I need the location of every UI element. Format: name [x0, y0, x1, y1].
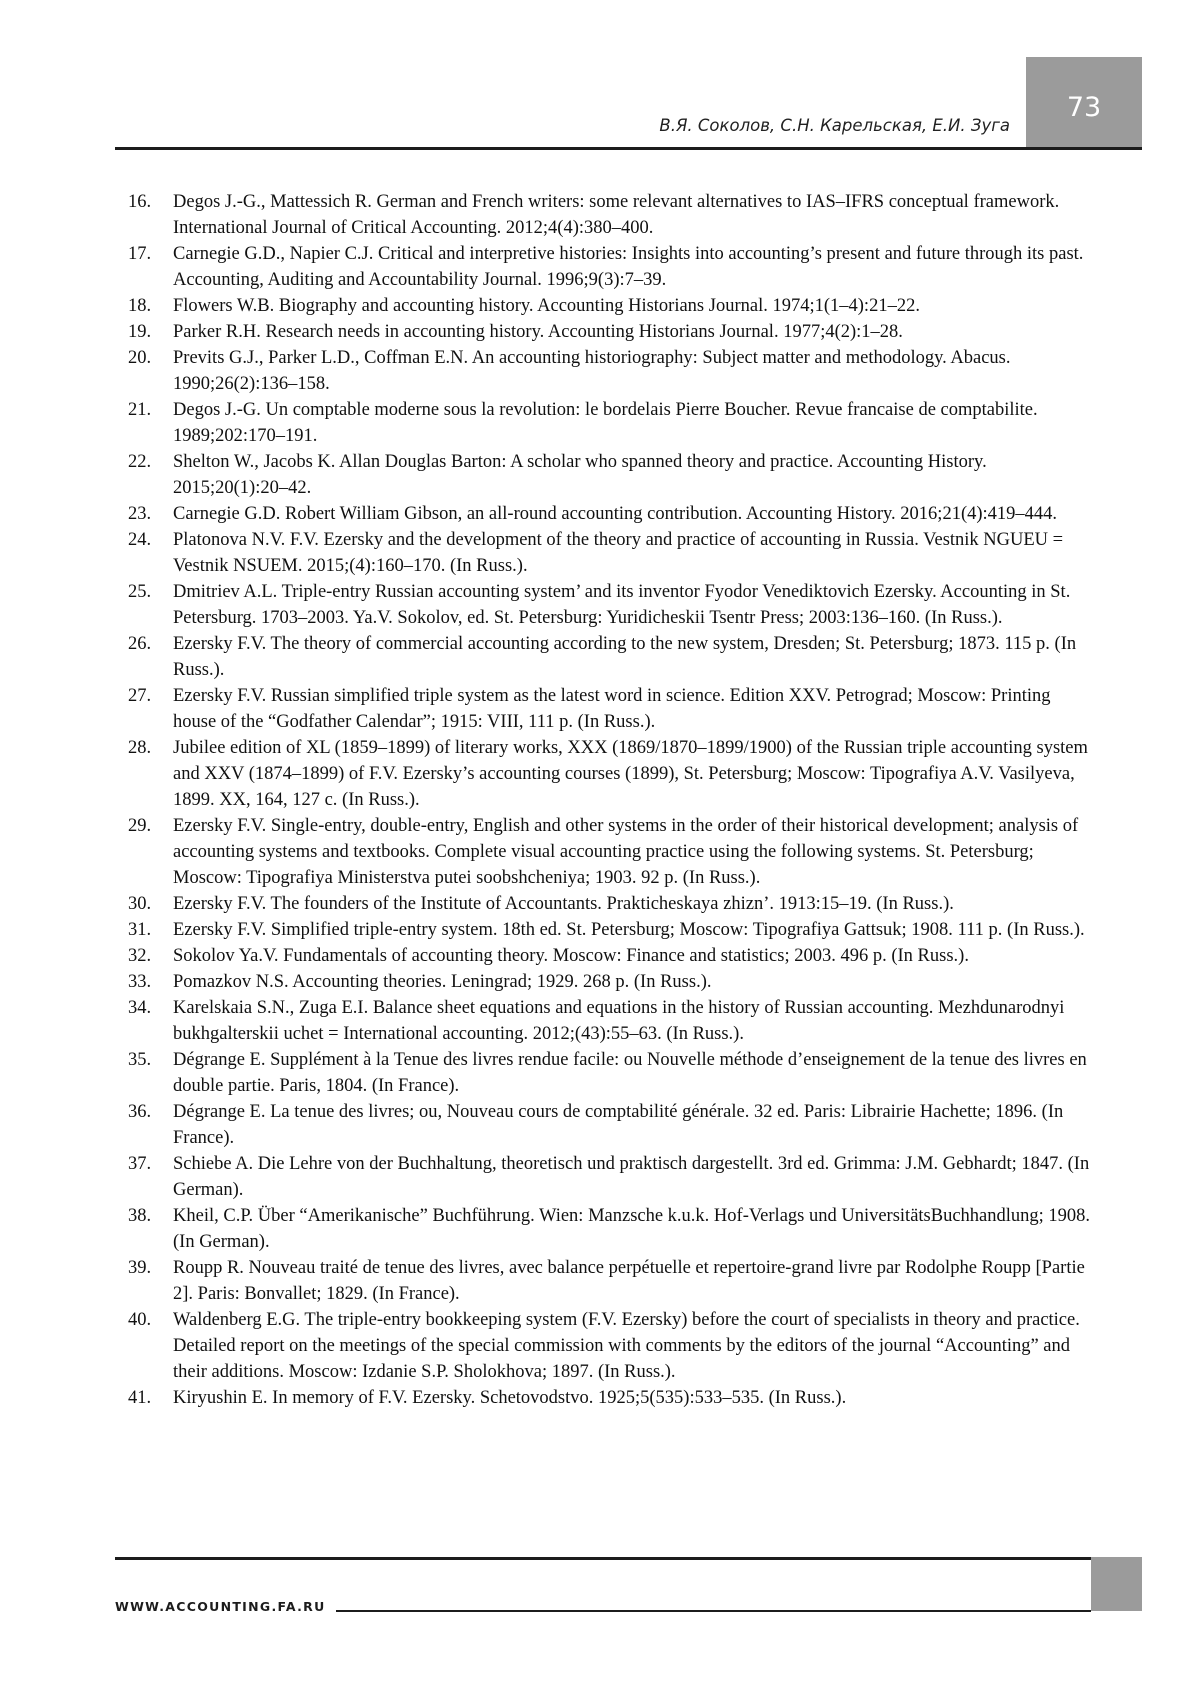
- reference-number: 40.: [128, 1310, 152, 1330]
- reference-text: Ezersky F.V. The founders of the Institute of Accountants. Prakticheskaya zhizn’. 1913:15–19. (In Russ.).: [173, 894, 954, 914]
- reference-item: [118, 501, 1094, 527]
- reference-text: Degos J.-G. Un comptable moderne sous la revolution: le bordelais Pierre Boucher. Revue francaise de comptabilite. 1989;202:170–191.: [173, 400, 1038, 446]
- reference-item: [118, 969, 1094, 995]
- reference-text: Pomazkov N.S. Accounting theories. Leningrad; 1929. 268 p. (In Russ.).: [173, 972, 712, 992]
- footer-line: [336, 1610, 1091, 1612]
- reference-number: 36.: [128, 1102, 152, 1122]
- reference-item: [118, 1151, 1094, 1203]
- reference-item: [118, 579, 1094, 631]
- reference-item: [118, 1307, 1094, 1385]
- reference-text: Sokolov Ya.V. Fundamentals of accounting theory. Moscow: Finance and statistics; 2003. 496 p. (In Russ.).: [173, 946, 969, 966]
- page-number: 73: [1066, 92, 1102, 123]
- reference-text: Schiebe A. Die Lehre von der Buchhaltung, theoretisch und praktisch dargestellt. 3rd ed. Grimma: J.M. Gebhardt; 1847. (In German).: [173, 1154, 1090, 1200]
- reference-text: Jubilee edition of XL (1859–1899) of literary works, XXX (1869/1870–1899/1900) of the Russian triple accounting system and XXV (1874–1899) of F.V. Ezersky’s accounting courses (1899), St. Petersburg; Moscow: Tipografiya A.V. Vasilyeva, 1899. XX, 164, 127 с. (In Russ.).: [173, 738, 1088, 810]
- reference-number: 38.: [128, 1206, 152, 1226]
- reference-text: Previts G.J., Parker L.D., Coffman E.N. An accounting historiography: Subject matter and methodology. Abacus. 1990;26(2):136–158.: [173, 348, 1011, 394]
- reference-text: Dégrange E. La tenue des livres; ou, Nouveau cours de comptabilité générale. 32 ed. Paris: Librairie Hachette; 1896. (In France).: [173, 1102, 1064, 1148]
- reference-text: Ezersky F.V. Single-entry, double-entry, English and other systems in the order of their historical development; analysis of accounting systems and textbooks. Complete visual accounting practice using the following systems. St. Petersburg; Moscow: Tipografiya Ministerstva putei soobshcheniya; 1903. 92 p. (In Russ.).: [173, 816, 1079, 888]
- reference-item: [118, 813, 1094, 891]
- reference-number: 24.: [128, 530, 152, 550]
- reference-number: 17.: [128, 244, 152, 264]
- reference-number: 25.: [128, 582, 152, 602]
- reference-item: [118, 449, 1094, 501]
- reference-item: [118, 189, 1094, 241]
- reference-text: Carnegie G.D. Robert William Gibson, an all-round accounting contribution. Accounting History. 2016;21(4):419–444.: [173, 504, 1058, 524]
- reference-text: Roupp R. Nouveau traité de tenue des livres, avec balance perpétuelle et repertoire-grand livre par Rodolphe Roupp [Partie 2]. Paris: Bonvallet; 1829. (In France).: [173, 1258, 1085, 1304]
- reference-text: Dégrange E. Supplément à la Tenue des livres rendue facile: ou Nouvelle méthode d’enseignement de la tenue des livres en double partie. Paris, 1804. (In France).: [173, 1050, 1087, 1096]
- reference-number: 32.: [128, 946, 152, 966]
- reference-number: 23.: [128, 504, 152, 524]
- reference-number: 20.: [128, 348, 152, 368]
- running-header-authors: В.Я. Соколов, С.Н. Карельская, Е.И. Зуга: [659, 116, 1010, 135]
- reference-item: [118, 683, 1094, 735]
- reference-text: Kiryushin E. In memory of F.V. Ezersky. Schetovodstvo. 1925;5(535):533–535. (In Russ.).: [173, 1388, 847, 1408]
- reference-number: 30.: [128, 894, 152, 914]
- reference-number: 18.: [128, 296, 152, 316]
- reference-number: 16.: [128, 192, 152, 212]
- reference-text: Platonova N.V. F.V. Ezersky and the development of the theory and practice of accounting in Russia. Vestnik NGUEU = Vestnik NSUEM. 2015;(4):160–170. (In Russ.).: [173, 530, 1064, 576]
- reference-number: 22.: [128, 452, 152, 472]
- reference-text: Waldenberg E.G. The triple-entry bookkeeping system (F.V. Ezersky) before the court of specialists in theory and practice. Detailed report on the meetings of the special commission with comments by the editors of the journal “Accounting” and their additions. Moscow: Izdanie S.P. Sholokhova; 1897. (In Russ.).: [173, 1310, 1080, 1382]
- reference-number: 35.: [128, 1050, 152, 1070]
- reference-number: 34.: [128, 998, 152, 1018]
- reference-number: 31.: [128, 920, 152, 940]
- reference-text: Carnegie G.D., Napier C.J. Critical and interpretive histories: Insights into accounting’s present and future through its past. Accounting, Auditing and Accountability Journal. 1996;9(3):7–39.: [173, 244, 1084, 290]
- footer-url: WWW.ACCOUNTING.FA.RU: [115, 1599, 326, 1614]
- reference-item: [118, 631, 1094, 683]
- reference-text: Shelton W., Jacobs K. Allan Douglas Barton: A scholar who spanned theory and practice. Accounting History. 2015;20(1):20–42.: [173, 452, 987, 498]
- reference-item: [118, 891, 1094, 917]
- reference-number: 28.: [128, 738, 152, 758]
- reference-number: 27.: [128, 686, 152, 706]
- reference-number: 21.: [128, 400, 152, 420]
- reference-item: [118, 319, 1094, 345]
- reference-list: [118, 189, 1094, 1411]
- reference-text: Ezersky F.V. Simplified triple-entry system. 18th ed. St. Petersburg; Moscow: Tipografiya Gattsuk; 1908. 111 p. (In Russ.).: [173, 920, 1085, 940]
- reference-item: [118, 1385, 1094, 1411]
- footer-rule: [115, 1557, 1142, 1560]
- reference-text: Ezersky F.V. Russian simplified triple system as the latest word in science. Edition XXV. Petrograd; Moscow: Printing house of the “Godfather Calendar”; 1915: VIII, 111 p. (In Russ.).: [173, 686, 1051, 732]
- reference-number: 41.: [128, 1388, 152, 1408]
- header-rule: [115, 147, 1142, 150]
- reference-text: Kheil, C.P. Über “Amerikanische” Buchführung. Wien: Manzsche k.u.k. Hof-Verlags und UniversitätsBuchhandlung; 1908. (In German).: [173, 1206, 1091, 1252]
- reference-number: 37.: [128, 1154, 152, 1174]
- reference-text: Parker R.H. Research needs in accounting history. Accounting Historians Journal. 1977;4(2):1–28.: [173, 322, 903, 342]
- reference-item: [118, 1099, 1094, 1151]
- reference-item: [118, 1047, 1094, 1099]
- reference-number: 39.: [128, 1258, 152, 1278]
- reference-number: 29.: [128, 816, 152, 836]
- reference-item: [118, 735, 1094, 813]
- reference-text: Dmitriev A.L. Triple-entry Russian accounting system’ and its inventor Fyodor Venediktovich Ezersky. Accounting in St. Petersburg. 1703–2003. Ya.V. Sokolov, ed. St. Petersburg: Yuridicheskii Tsentr Press; 2003:136–160. (In Russ.).: [173, 582, 1071, 628]
- reference-item: [118, 345, 1094, 397]
- reference-item: [118, 995, 1094, 1047]
- reference-number: 19.: [128, 322, 152, 342]
- reference-item: [118, 1203, 1094, 1255]
- reference-text: Degos J.-G., Mattessich R. German and French writers: some relevant alternatives to IAS–IFRS conceptual framework. International Journal of Critical Accounting. 2012;4(4):380–400.: [173, 192, 1060, 238]
- reference-item: [118, 527, 1094, 579]
- reference-item: [118, 293, 1094, 319]
- reference-item: [118, 1255, 1094, 1307]
- reference-item: [118, 943, 1094, 969]
- reference-item: [118, 397, 1094, 449]
- reference-number: 26.: [128, 634, 152, 654]
- reference-text: Flowers W.B. Biography and accounting history. Accounting Historians Journal. 1974;1(1–4):21–22.: [173, 296, 920, 316]
- reference-number: 33.: [128, 972, 152, 992]
- reference-text: Ezersky F.V. The theory of commercial accounting according to the new system, Dresden; St. Petersburg; 1873. 115 p. (In Russ.).: [173, 634, 1077, 680]
- reference-item: [118, 917, 1094, 943]
- reference-text: Karelskaia S.N., Zuga E.I. Balance sheet equations and equations in the history of Russian accounting. Mezhdunarodnyi bukhgalterskii uchet = International accounting. 2012;(43):55–63. (In Russ.).: [173, 998, 1065, 1044]
- reference-item: [118, 241, 1094, 293]
- footer-box: [1091, 1557, 1142, 1611]
